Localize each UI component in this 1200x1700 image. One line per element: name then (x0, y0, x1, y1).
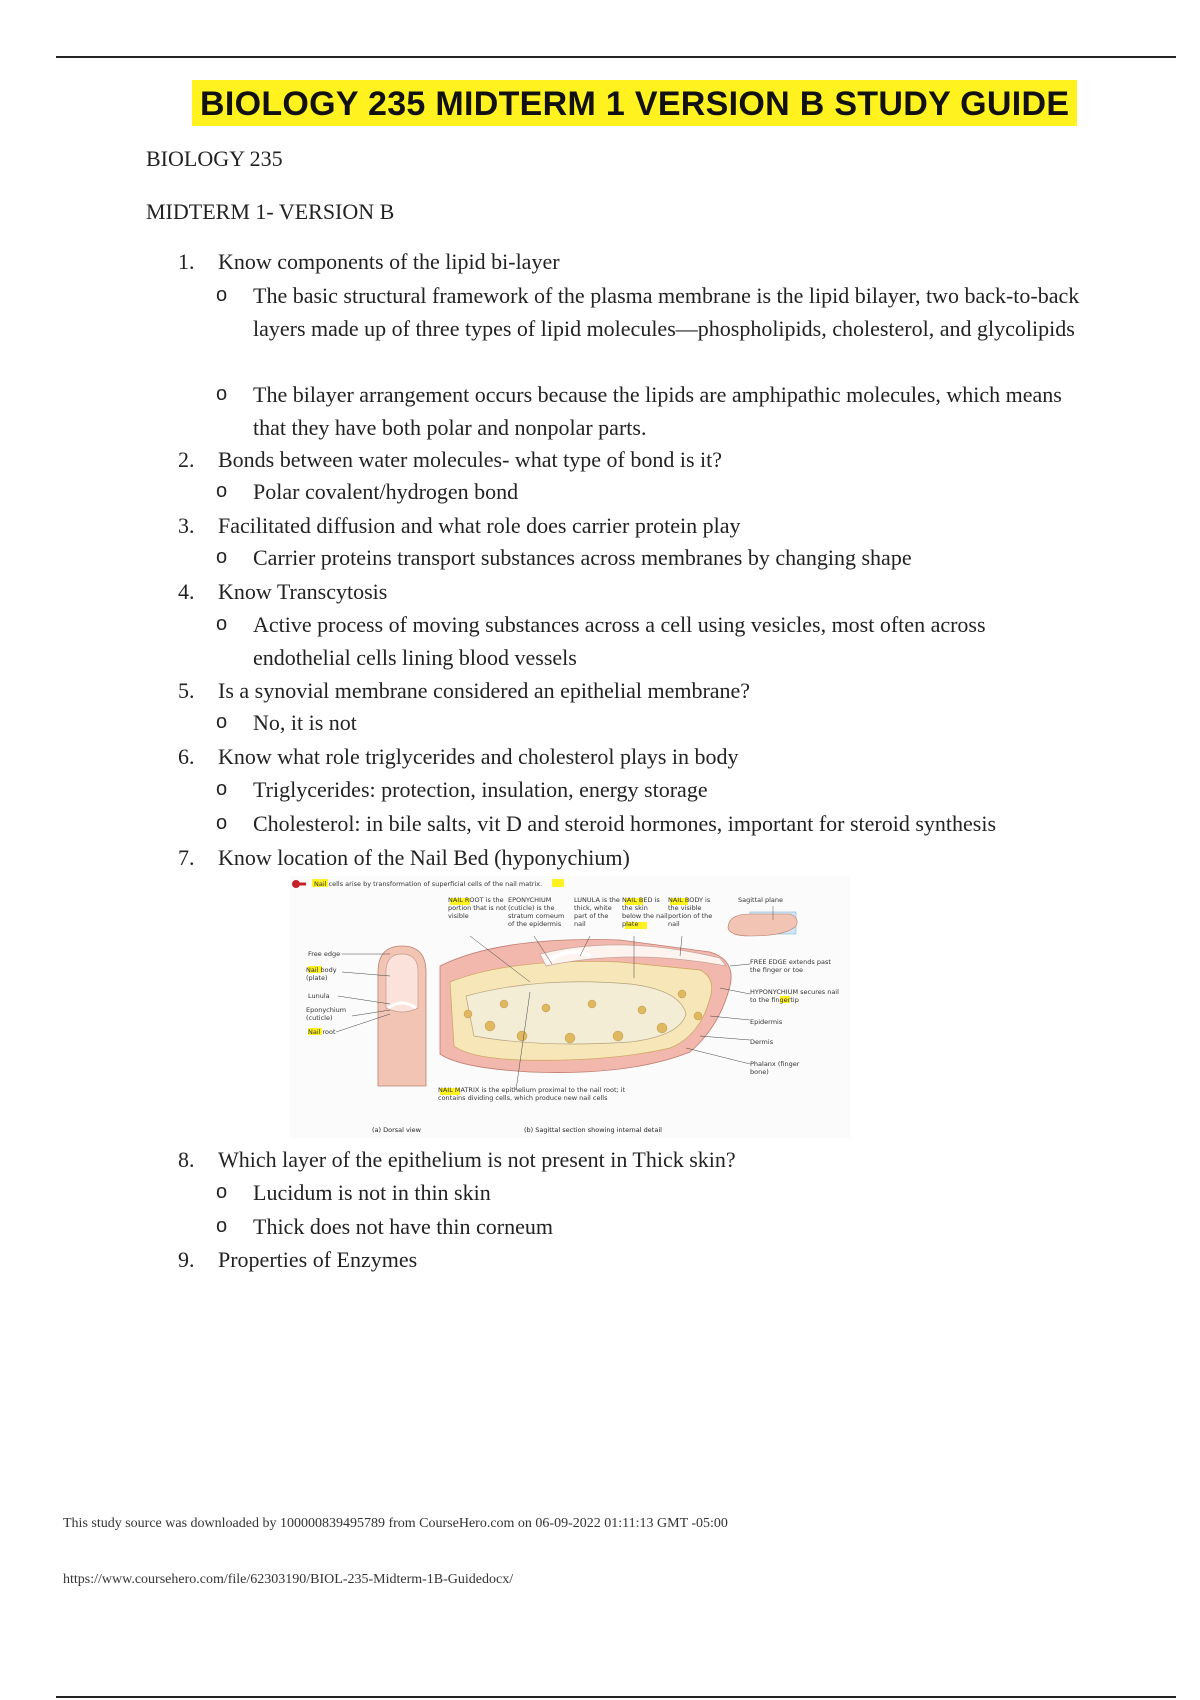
item-number: 3. (178, 513, 195, 538)
label-eponychium: EPONYCHIUM (cuticle) is the stratum corneum of the epidermis (508, 896, 565, 928)
key-concept-icon (292, 880, 300, 888)
page-title: BIOLOGY 235 MIDTERM 1 VERSION B STUDY GUIDE (192, 80, 1077, 126)
label-free-edge: Free edge (308, 950, 341, 958)
sub-item-text: The basic structural framework of the plasma membrane is the lipid bilayer, two back-to-back layers made up of three types of lipid molecules—phospholipids, cholesterol, and glycolipids (253, 283, 1080, 341)
title-wrap (192, 80, 1077, 126)
item-number: 8. (178, 1147, 195, 1172)
label-nail-body: NAIL BODY is the visible portion of the nail (668, 896, 713, 928)
caption-dorsal-view: (a) Dorsal view (372, 1126, 421, 1134)
nail-diagram (290, 876, 850, 1138)
bullet-icon: o (216, 284, 228, 306)
sub-item-text: Triglycerides: protection, insulation, energy storage (253, 777, 708, 802)
sub-item-text: Polar covalent/hydrogen bond (253, 479, 519, 504)
item-text: Is a synovial membrane considered an epithelial membrane? (218, 678, 751, 703)
bullet-icon: o (216, 613, 228, 635)
phalanx-bone (466, 982, 686, 1044)
item-number: 6. (178, 744, 195, 769)
bullet-icon: o (216, 1215, 228, 1237)
label-nail-root-left: Nail root (308, 1028, 336, 1036)
item-number: 4. (178, 579, 195, 604)
label-dermis: Dermis (750, 1038, 774, 1046)
caption-sagittal-section: (b) Sagittal section showing internal detail (524, 1126, 662, 1134)
item-text: Which layer of the epithelium is not present in Thick skin? (218, 1147, 736, 1172)
nail-anatomy-figure (290, 876, 850, 1138)
sub-item-text: Cholesterol: in bile salts, vit D and steroid hormones, important for steroid synthesis (253, 811, 997, 836)
label-nail-matrix: NAIL MATRIX is the epithelium proximal to the nail root; it contains dividing cells, which produce new nail cells (438, 1086, 626, 1102)
item-text: Know Transcytosis (218, 579, 388, 604)
figure-headline: Nail cells arise by transformation of superficial cells of the nail matrix. (314, 880, 543, 888)
bullet-icon: o (216, 383, 228, 405)
item-number: 9. (178, 1247, 195, 1272)
label-free-edge-right: FREE EDGE extends past the finger or toe (750, 958, 831, 974)
sub-item-text: Carrier proteins transport substances across membranes by changing shape (253, 545, 912, 570)
item-number: 2. (178, 447, 195, 472)
bullet-icon: o (216, 546, 228, 568)
label-nail-root: NAIL ROOT is the portion that is not visible (448, 896, 507, 920)
item-text: Know what role triglycerides and cholesterol plays in body (218, 744, 739, 769)
label-lunula-left: Lunula (308, 992, 330, 1000)
item-number: 7. (178, 845, 195, 870)
label-nail-bed: NAIL BED is the skin below the nail plate (622, 896, 668, 928)
sub-item-text: No, it is not (253, 710, 357, 735)
bullet-icon: o (216, 480, 228, 502)
item-text: Bonds between water molecules- what type of bond is it? (218, 447, 723, 472)
source-url[interactable]: https://www.coursehero.com/file/62303190/BIOL-235-Midterm-1B-Guidedocx/ (63, 1572, 514, 1587)
sub-item-text: Active process of moving substances across a cell using vesicles, most often across endothelial cells lining blood vessels (253, 612, 986, 670)
bullet-icon: o (216, 1181, 228, 1203)
label-nail-body-plate: Nail body (plate) (306, 966, 337, 982)
top-rule (56, 56, 1176, 58)
bullet-icon: o (216, 778, 228, 800)
exam-name: MIDTERM 1- VERSION B (146, 199, 395, 224)
label-epidermis: Epidermis (750, 1018, 783, 1026)
item-text: Properties of Enzymes (218, 1247, 418, 1272)
item-number: 5. (178, 678, 195, 703)
course-name: BIOLOGY 235 (146, 146, 283, 171)
sub-item-text: Lucidum is not in thin skin (253, 1180, 491, 1205)
sub-item-text: Thick does not have thin corneum (253, 1214, 553, 1239)
label-lunula: LUNULA is the thick, white part of the nail (574, 896, 620, 928)
label-eponychium-left: Eponychium (cuticle) (306, 1006, 347, 1022)
bullet-icon: o (216, 812, 228, 834)
item-text: Know components of the lipid bi-layer (218, 249, 560, 274)
item-text: Know location of the Nail Bed (hyponychium) (218, 845, 630, 870)
bottom-rule (56, 1696, 1176, 1698)
item-text: Facilitated diffusion and what role does carrier protein play (218, 513, 741, 538)
label-hyponychium: HYPONYCHIUM secures nail to the fingertip (750, 988, 839, 1004)
source-note: This study source was downloaded by 100000839495789 from CourseHero.com on 06-09-2022 01:11:13 GMT -05:00 (63, 1516, 728, 1531)
sub-item-text: The bilayer arrangement occurs because the lipids are amphipathic molecules, which means that they have both polar and nonpolar parts. (253, 382, 1062, 440)
label-phalanx: Phalanx (finger bone) (750, 1060, 800, 1076)
bullet-icon: o (216, 711, 228, 733)
label-sagittal-plane: Sagittal plane (738, 896, 784, 904)
item-number: 1. (178, 249, 195, 274)
